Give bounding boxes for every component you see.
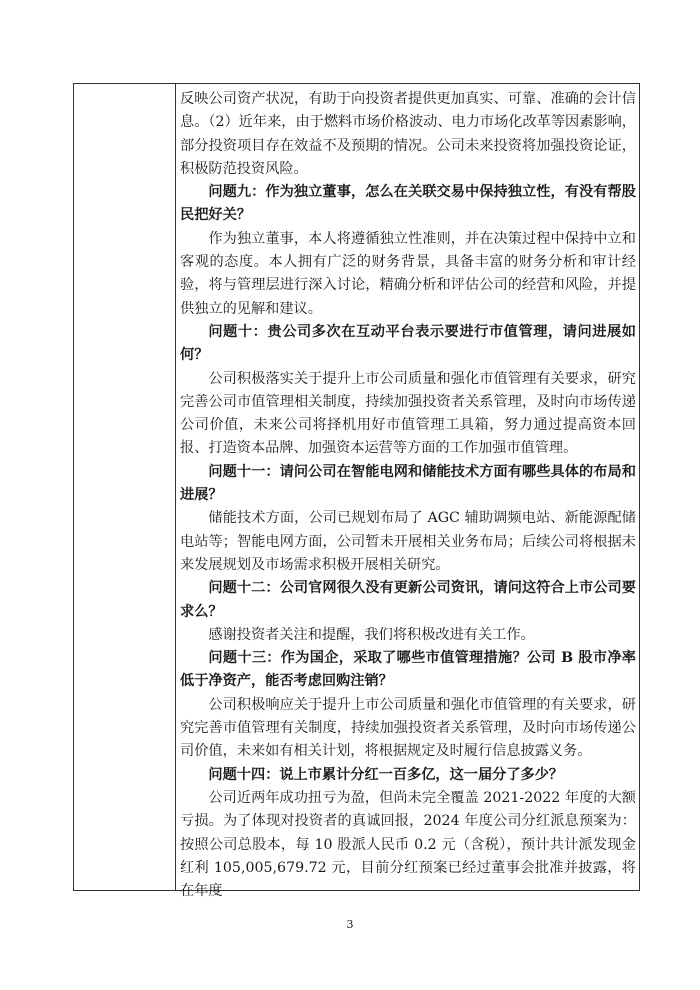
question-14: 问题十四：说上市累计分红一百多亿，这一届分了多少？ xyxy=(208,766,564,783)
answer-10: 公司积极落实关于提升上市公司质量和强化市值管理有关要求，研究完善公司市值管理相关制度，持续加强投资者关系管理，及时向市场传递公司价值，未来公司将择机用好市值管理工具箱，努力通过提高资本回报、打造资本品牌、加强资本运营等方面的工作加强市值管理。 xyxy=(180,370,636,457)
content-cell xyxy=(180,88,636,903)
paragraph-continued: 反映公司资产状况，有助于向投资者提供更加真实、可靠、准确的会计信息。（2）近年来，由于燃料市场价格波动、电力市场化改革等因素影响，部分投资项目存在效益不及预期的情况。公司未来投资将加强投资论证，积极防范投资风险。 xyxy=(180,91,636,177)
question-11: 问题十一：请问公司在智能电网和储能技术方面有哪些具体的布局和进展？ xyxy=(180,463,636,504)
question-13: 问题十三：作为国企，采取了哪些市值管理措施？公司 B 股市净率低于净资产，能否考虑回购注销？ xyxy=(180,650,636,690)
answer-11: 储能技术方面，公司已规划布局了 AGC 辅助调频电站、新能源配储电站等；智能电网方面，公司暂未开展相关业务布局；后续公司将根据未来发展规划及市场需求积极开展相关研究。 xyxy=(180,510,636,573)
question-12: 问题十二：公司官网很久没有更新公司资讯，请问这符合上市公司要求么？ xyxy=(180,580,636,620)
column-divider xyxy=(175,84,176,890)
answer-13: 公司积极响应关于提升上市公司质量和强化市值管理的有关要求，研究完善市值管理有关制度，持续加强投资者关系管理，及时向市场传递公司价值，未来如有相关计划，将根据规定及时履行信息披露义务。 xyxy=(180,696,636,760)
page-number: 3 xyxy=(346,918,354,931)
question-9: 问题九：作为独立董事，怎么在关联交易中保持独立性，有没有帮股民把好关？ xyxy=(180,184,636,224)
answer-14: 公司近两年成功扭亏为盈，但尚未完全覆盖 2021-2022 年度的大额亏损。为了体现对投资者的真诚回报，2024 年度公司分红派息预案为：按照公司总股本，每 10 股派人民币 0.2 元（含税），预计共计派发现金红利 105,005,679.72 元，目前分红预案已经过董事会批准并披露，将在年度 xyxy=(180,789,636,900)
answer-9: 作为独立董事，本人将遵循独立性准则，并在决策过程中保持中立和客观的态度。本人拥有广泛的财务背景，具备丰富的财务分析和审计经验，将与管理层进行深入讨论，精确分析和评估公司的经营和风险，并提供独立的见解和建议。 xyxy=(180,230,636,317)
answer-12: 感谢投资者关注和提醒，我们将积极改进有关工作。 xyxy=(208,626,535,643)
question-10: 问题十：贵公司多次在互动平台表示要进行市值管理，请问进展如何？ xyxy=(180,323,636,364)
